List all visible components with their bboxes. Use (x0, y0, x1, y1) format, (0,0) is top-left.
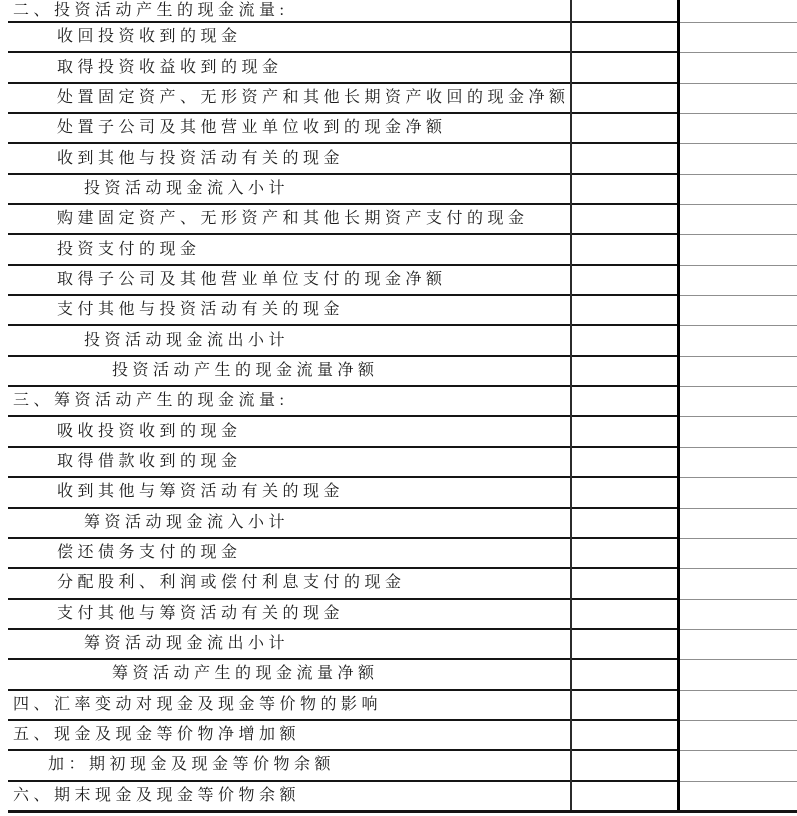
amount-cell-current (572, 539, 679, 569)
amount-cell-prior (679, 387, 797, 417)
amount-cell-prior (679, 751, 797, 781)
amount-cell-prior (679, 53, 797, 83)
item-label: 筹资活动产生的现金流量净额 (112, 665, 379, 683)
amount-cell-current (572, 387, 679, 417)
item-label-cell (8, 691, 572, 721)
amount-cell-current (572, 326, 679, 356)
item-label-cell (8, 630, 572, 660)
amount-cell-prior (679, 691, 797, 721)
amount-cell-current (572, 569, 679, 599)
item-label: 加：期初现金及现金等价物余额 (48, 756, 336, 774)
amount-cell-prior (679, 296, 797, 326)
item-label-cell (8, 144, 572, 174)
item-label-cell (8, 296, 572, 326)
item-label-cell (8, 600, 572, 630)
item-label: 投资活动现金流入小计 (84, 179, 290, 197)
item-label: 五、现金及现金等价物净增加额 (13, 726, 301, 744)
item-label: 取得投资收益收到的现金 (57, 58, 283, 76)
amount-cell-current (572, 782, 679, 810)
item-label: 二、投资活动产生的现金流量: (13, 1, 289, 19)
amount-cell-prior (679, 509, 797, 539)
amount-cell-prior (679, 235, 797, 265)
amount-cell-current (572, 660, 679, 690)
amount-cell-prior (679, 417, 797, 447)
item-label: 筹资活动现金流入小计 (84, 513, 290, 531)
amount-cell-prior (679, 266, 797, 296)
item-label-cell (8, 448, 572, 478)
item-label-cell (8, 23, 572, 53)
amount-cell-prior (679, 205, 797, 235)
amount-cell-prior (679, 0, 797, 23)
amount-cell-current (572, 53, 679, 83)
item-label: 取得借款收到的现金 (57, 452, 242, 470)
amount-cell-prior (679, 448, 797, 478)
item-label-cell (8, 266, 572, 296)
amount-cell-current (572, 357, 679, 387)
amount-cell-prior (679, 660, 797, 690)
item-label-cell (8, 114, 572, 144)
amount-cell-current (572, 144, 679, 174)
item-label: 三、筹资活动产生的现金流量: (13, 392, 289, 410)
amount-cell-prior (679, 175, 797, 205)
amount-cell-prior (679, 23, 797, 53)
item-label-cell (8, 205, 572, 235)
item-label-cell (8, 326, 572, 356)
item-label-cell (8, 53, 572, 83)
item-label-cell (8, 539, 572, 569)
amount-cell-current (572, 691, 679, 721)
item-label-cell (8, 660, 572, 690)
amount-cell-current (572, 721, 679, 751)
item-label: 处置子公司及其他营业单位收到的现金净额 (57, 119, 447, 137)
item-label: 收到其他与投资活动有关的现金 (57, 149, 345, 167)
amount-cell-prior (679, 600, 797, 630)
amount-cell-current (572, 600, 679, 630)
amount-cell-current (572, 296, 679, 326)
amount-cell-prior (679, 721, 797, 751)
amount-cell-current (572, 84, 679, 114)
item-label: 投资支付的现金 (57, 240, 201, 258)
item-label: 四、汇率变动对现金及现金等价物的影响 (13, 695, 383, 713)
item-label-cell (8, 478, 572, 508)
item-label-cell (8, 357, 572, 387)
item-label-cell (8, 84, 572, 114)
item-label: 收到其他与筹资活动有关的现金 (57, 483, 345, 501)
column-divider-2 (677, 0, 680, 813)
amount-cell-prior (679, 630, 797, 660)
item-label: 投资活动产生的现金流量净额 (112, 361, 379, 379)
item-label: 投资活动现金流出小计 (84, 331, 290, 349)
item-label: 吸收投资收到的现金 (57, 422, 242, 440)
amount-cell-current (572, 448, 679, 478)
item-label: 分配股利、利润或偿付利息支付的现金 (57, 574, 406, 592)
amount-cell-current (572, 417, 679, 447)
amount-cell-current (572, 509, 679, 539)
amount-cell-current (572, 175, 679, 205)
amount-cell-current (572, 478, 679, 508)
amount-cell-current (572, 630, 679, 660)
item-label: 处置固定资产、无形资产和其他长期资产收回的现金净额 (57, 88, 570, 106)
item-label-cell (8, 569, 572, 599)
amount-cell-current (572, 266, 679, 296)
amount-cell-prior (679, 357, 797, 387)
amount-cell-current (572, 205, 679, 235)
amount-cell-prior (679, 84, 797, 114)
item-label: 取得子公司及其他营业单位支付的现金净额 (57, 270, 447, 288)
item-label-cell (8, 235, 572, 265)
item-label: 支付其他与筹资活动有关的现金 (57, 604, 345, 622)
item-label: 购建固定资产、无形资产和其他长期资产支付的现金 (57, 210, 529, 228)
amount-cell-prior (679, 144, 797, 174)
column-divider-1 (570, 0, 572, 813)
amount-cell-prior (679, 478, 797, 508)
item-label-cell (8, 387, 572, 417)
amount-cell-current (572, 0, 679, 23)
amount-cell-current (572, 114, 679, 144)
item-label: 偿还债务支付的现金 (57, 544, 242, 562)
table-bottom-rule (8, 810, 797, 813)
item-label: 收回投资收到的现金 (57, 28, 242, 46)
amount-cell-prior (679, 569, 797, 599)
amount-cell-current (572, 751, 679, 781)
amount-cell-prior (679, 539, 797, 569)
item-label: 支付其他与投资活动有关的现金 (57, 301, 345, 319)
item-label-cell (8, 751, 572, 781)
item-label: 筹资活动现金流出小计 (84, 635, 290, 653)
item-label-cell (8, 782, 572, 810)
amount-cell-prior (679, 782, 797, 810)
item-label-cell (8, 509, 572, 539)
item-label-cell (8, 0, 572, 23)
item-label-cell (8, 417, 572, 447)
amount-cell-current (572, 23, 679, 53)
amount-cell-prior (679, 114, 797, 144)
item-label: 六、期末现金及现金等价物余额 (13, 786, 301, 804)
item-label-cell (8, 175, 572, 205)
amount-cell-current (572, 235, 679, 265)
item-label-cell (8, 721, 572, 751)
amount-cell-prior (679, 326, 797, 356)
